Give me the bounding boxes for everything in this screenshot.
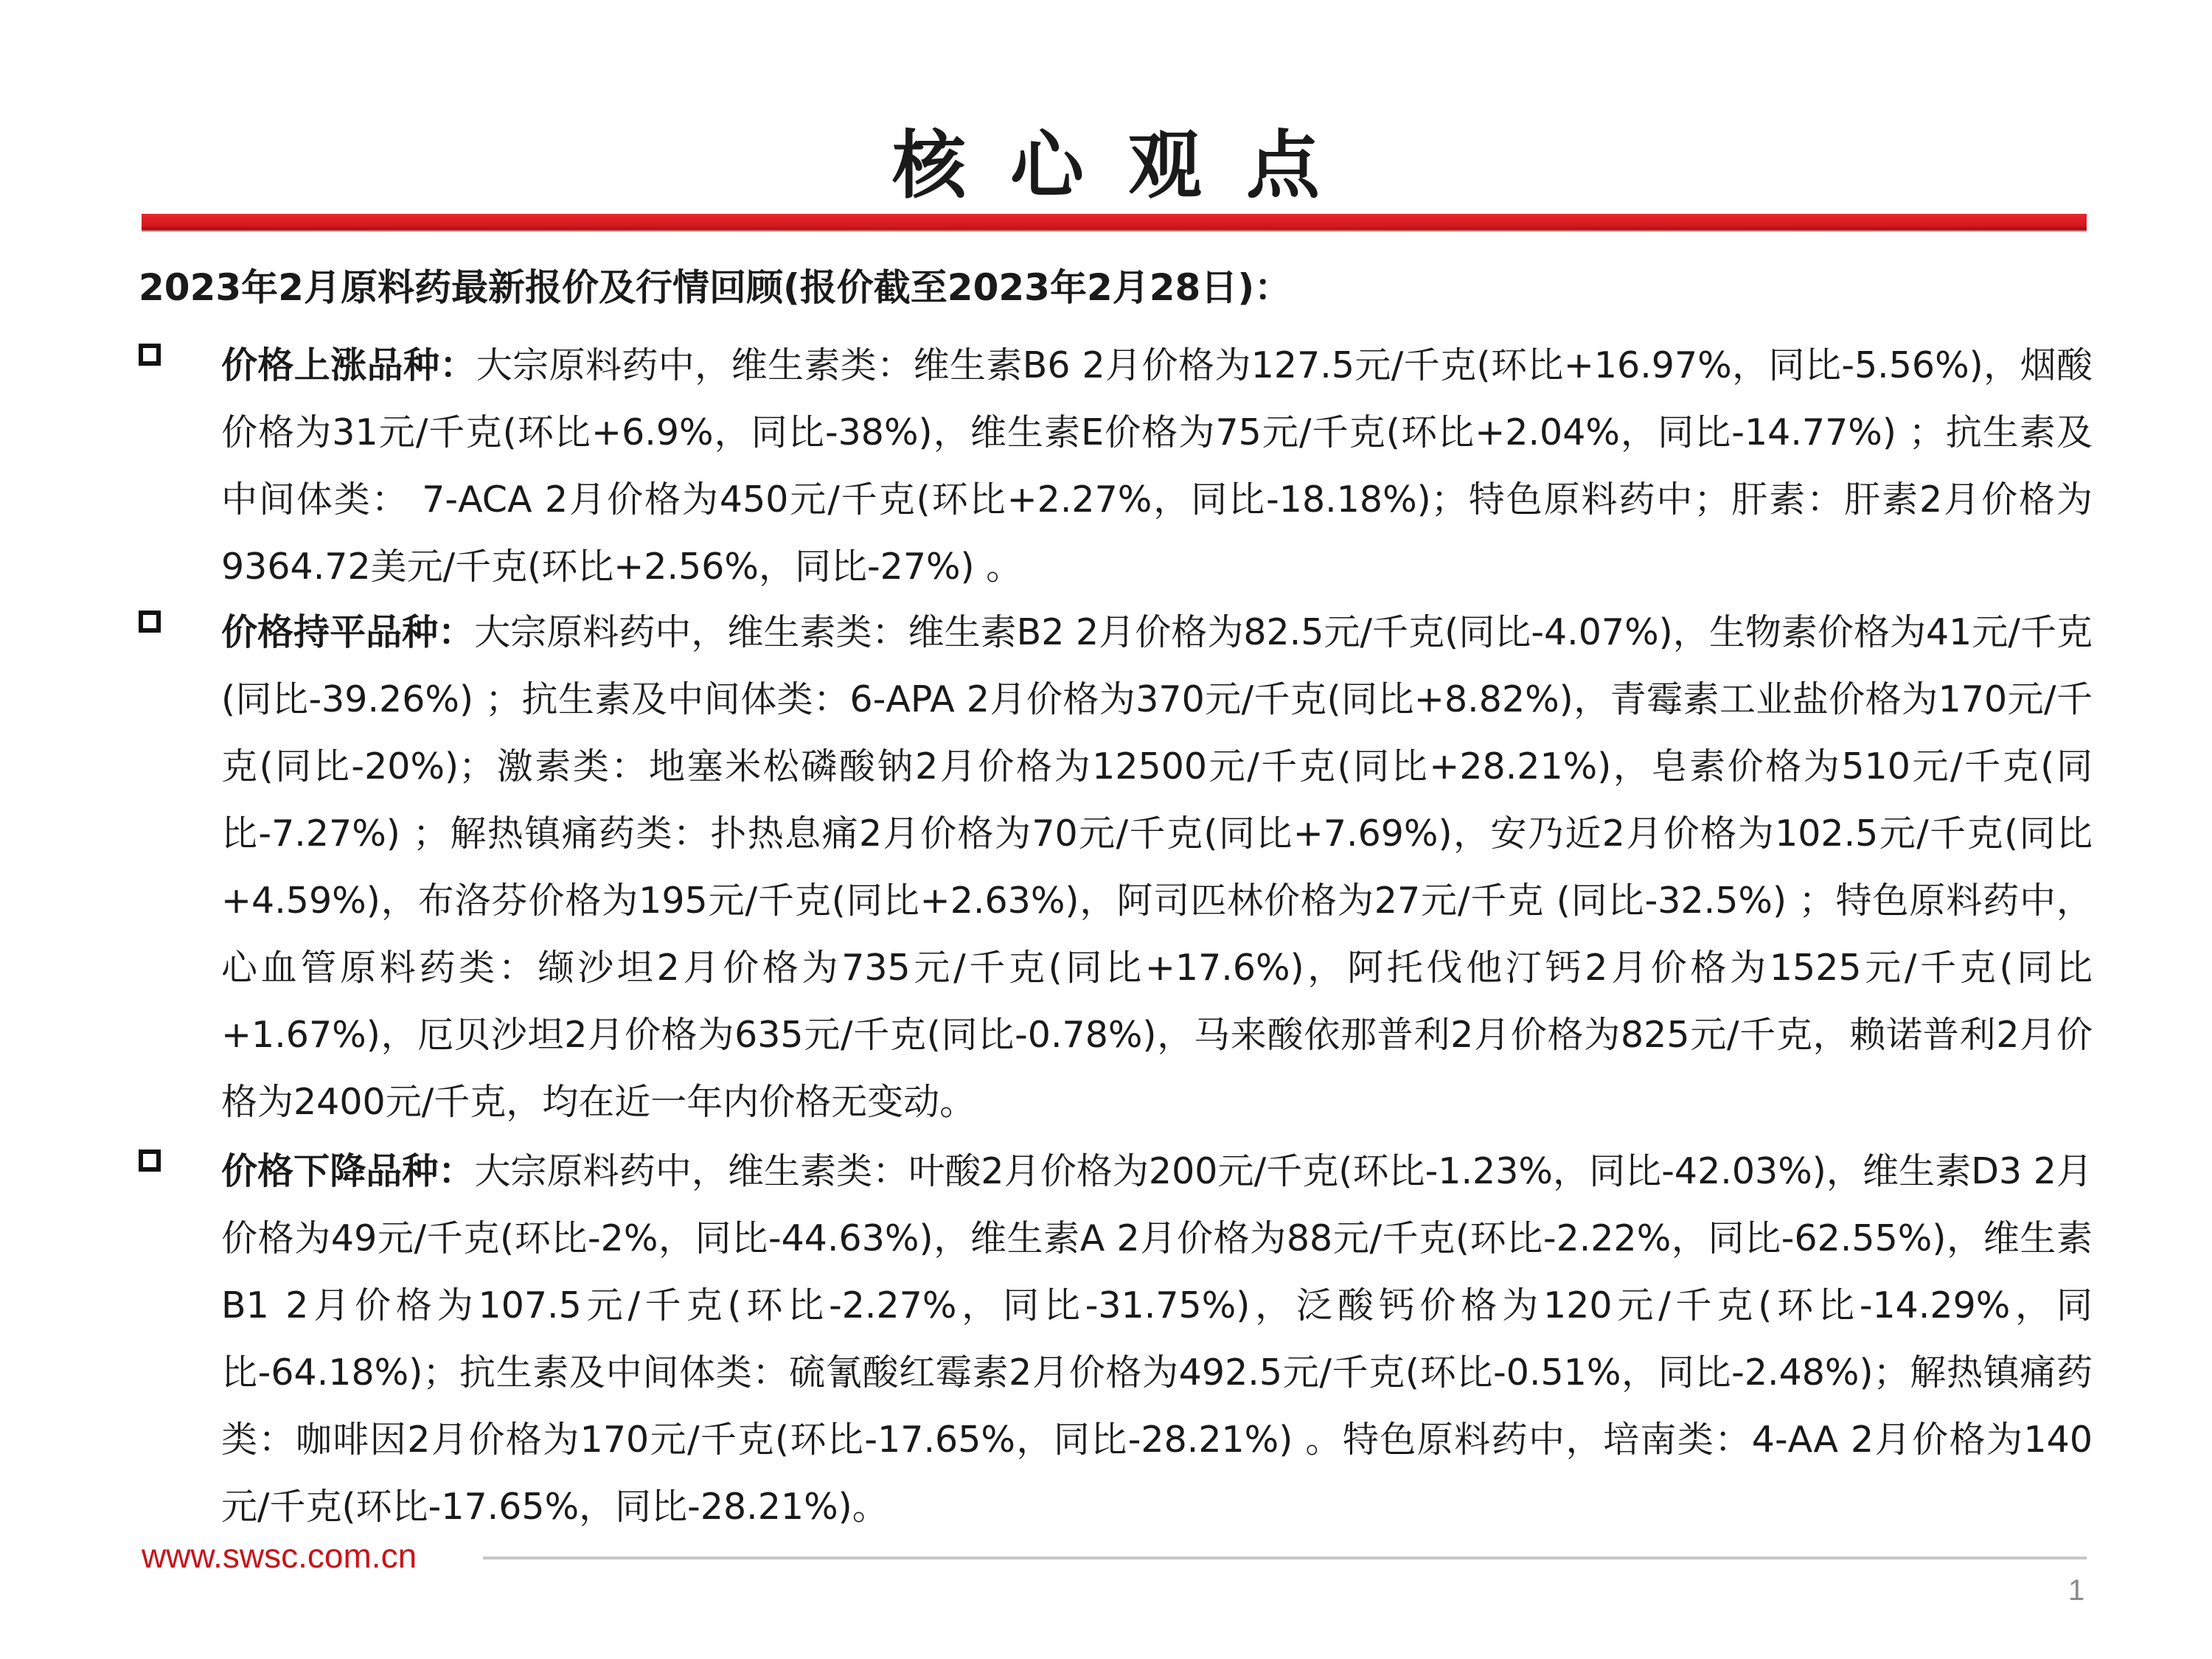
section-label: 价格持平品种： [221,611,475,653]
section-paragraph [221,599,2093,1135]
square-bullet-icon [139,344,161,366]
section-price-flat [139,599,2093,1135]
report-heading: 2023年2月原料药最新报价及行情回顾(报价截至2023年2月28日)： [139,266,1292,309]
page-number: 1 [2068,1574,2085,1607]
section-text: 大宗原料药中，维生素类：维生素B6 2月价格为127.5元/千克(环比+16.97%，同比-5.56%)，烟酸价格为31元/千克(环比+6.9%，同比-38%)，维生素E价格为75元/千克(环比+2.04%，同比-14.77%) ；抗生素及中间体类： 7-ACA 2月价格为450元/千克(环比+2.27%，同比-18.18%)；特色原料药中；肝素：肝素2月价格为9364.72美元/千克(环比+2.56%，同比-27%) 。 [221,344,2093,588]
footer-website-link[interactable]: www.swsc.com.cn [142,1537,417,1575]
section-text: 大宗原料药中，维生素类：维生素B2 2月价格为82.5元/千克(同比-4.07%)，生物素价格为41元/千克(同比-39.26%) ；抗生素及中间体类：6-APA 2月价格为370元/千克(同比+8.82%)，青霉素工业盐价格为170元/千克(同比-20%)；激素类：地塞米松磷酸钠2月价格为12500元/千克(同比+28.21%)，皂素价格为510元/千克(同比-7.27%) ；解热镇痛药类：扑热息痛2月价格为70元/千克(同比+7.69%)，安乃近2月价格为102.5元/千克(同比+4.59%)，布洛芬价格为195元/千克(同比+2.63%)，阿司匹林价格为27元/千克 (同比-32.5%) ；特色原料药中，心血管原料药类：缬沙坦2月价格为735元/千克(同比+17.6%)，阿托伐他汀钙2月价格为1525元/千克(同比+1.67%)，厄贝沙坦2月价格为635元/千克(同比-0.78%)，马来酸依那普利2月价格为825元/千克，赖诺普利2月价格为2400元/千克，均在近一年内价格无变动。 [221,611,2093,1123]
square-bullet-icon [139,611,161,633]
section-label: 价格下降品种： [221,1150,475,1192]
page-title: 核心观点 [892,122,1364,209]
section-price-up [139,332,2093,600]
title-divider-shade [142,227,2087,232]
section-paragraph [221,332,2093,600]
section-text: 大宗原料药中，维生素类：叶酸2月价格为200元/千克(环比-1.23%，同比-42.03%)，维生素D3 2月价格为49元/千克(环比-2%，同比-44.63%)，维生素A 2月价格为88元/千克(环比-2.22%，同比-62.55%)，维生素B1 2月价格为107.5元/千克(环比-2.27%，同比-31.75%)，泛酸钙价格为120元/千克(环比-14.29%，同比-64.18%)；抗生素及中间体类：硫氰酸红霉素2月价格为492.5元/千克(环比-0.51%，同比-2.48%)；解热镇痛药类：咖啡因2月价格为170元/千克(环比-17.65%，同比-28.21%) 。特色原料药中，培南类：4-AA 2月价格为140元/千克(环比-17.65%，同比-28.21%)。 [221,1150,2093,1528]
section-label: 价格上涨品种： [221,344,476,386]
footer-divider [483,1557,2087,1559]
section-price-down [139,1138,2093,1540]
square-bullet-icon [139,1150,161,1172]
section-paragraph [221,1138,2093,1540]
